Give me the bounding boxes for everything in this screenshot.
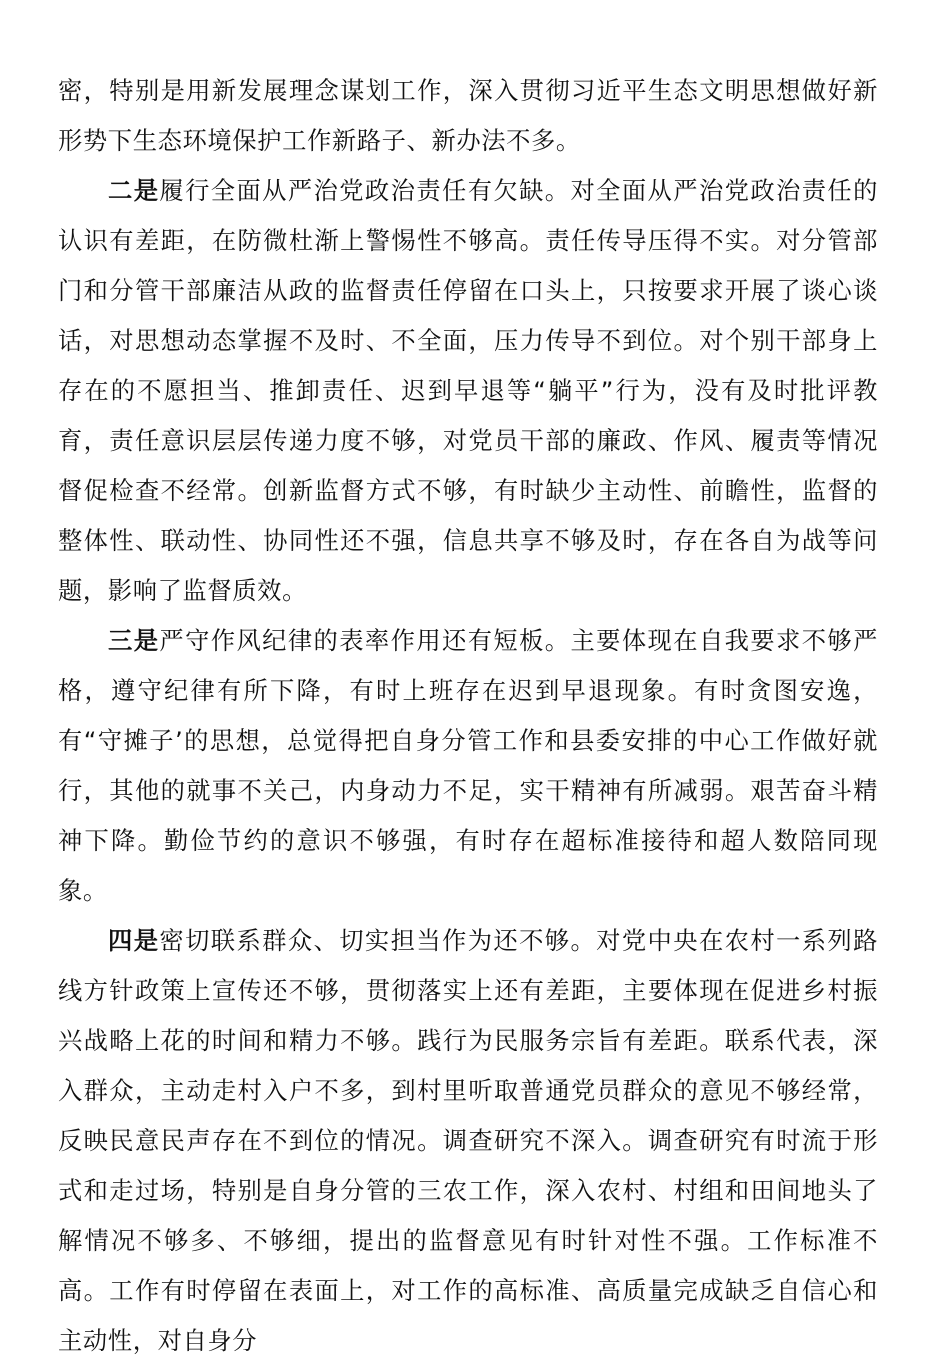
paragraph-point-two [58, 166, 878, 616]
paragraph-text: 严守作风纪律的表率作用还有短板。主要体现在自我要求不够严格，遵守纪律有所下降，有时上班存在迟到早退现象。有时贪图安逸，有“守摊子’的思想，总觉得把自身分管工作和县委安排的中心工作做好就行，其他的就事不关己，内身动力不足，实干精神有所减弱。艰苦奋斗精神下降。勤俭节约的意识不够强，有时存在超标准接待和超人数陪同现象。 [58, 626, 879, 905]
paragraph-lead: 四是 [108, 926, 160, 955]
paragraph-point-four [58, 916, 878, 1366]
paragraph-text: 密切联系群众、切实担当作为还不够。对党中央在农村一系列路线方针政策上宣传还不够，贯彻落实上还有差距，主要体现在促进乡村振兴战略上花的时间和精力不够。践行为民服务宗旨有差距。联系代表，深入群众，主动走村入户不多，到村里听取普通党员群众的意见不够经常，反映民意民声存在不到位的情况。调查研究不深入。调查研究有时流于形式和走过场，特别是自身分管的三农工作，深入农村、村组和田间地头了解情况不够多、不够细，提出的监督意见有时针对性不强。工作标准不高。工作有时停留在表面上，对工作的高标准、高质量完成缺乏自信心和主动性，对自身分 [58, 926, 879, 1355]
paragraph-lead: 三是 [108, 626, 160, 655]
paragraph-continuation [58, 66, 878, 166]
paragraph-text: 履行全面从严治党政治责任有欠缺。对全面从严治党政治责任的认识有差距，在防微杜渐上警惕性不够高。责任传导压得不实。对分管部门和分管干部廉洁从政的监督责任停留在口头上，只按要求开展了谈心谈话，对思想动态掌握不及时、不全面，压力传导不到位。对个别干部身上存在的不愿担当、推卸责任、迟到早退等“躺平”行为，没有及时批评教育，责任意识层层传递力度不够，对党员干部的廉政、作风、履责等情况督促检查不经常。创新监督方式不够，有时缺少主动性、前瞻性，监督的整体性、联动性、协同性还不强，信息共享不够及时，存在各自为战等问题，影响了监督质效。 [58, 176, 879, 605]
paragraph-point-three [58, 616, 878, 916]
paragraph-text: 密，特别是用新发展理念谋划工作，深入贯彻习近平生态文明思想做好新形势下生态环境保护工作新路子、新办法不多。 [58, 76, 878, 155]
paragraph-lead: 二是 [108, 176, 160, 205]
document-page [58, 66, 878, 1366]
